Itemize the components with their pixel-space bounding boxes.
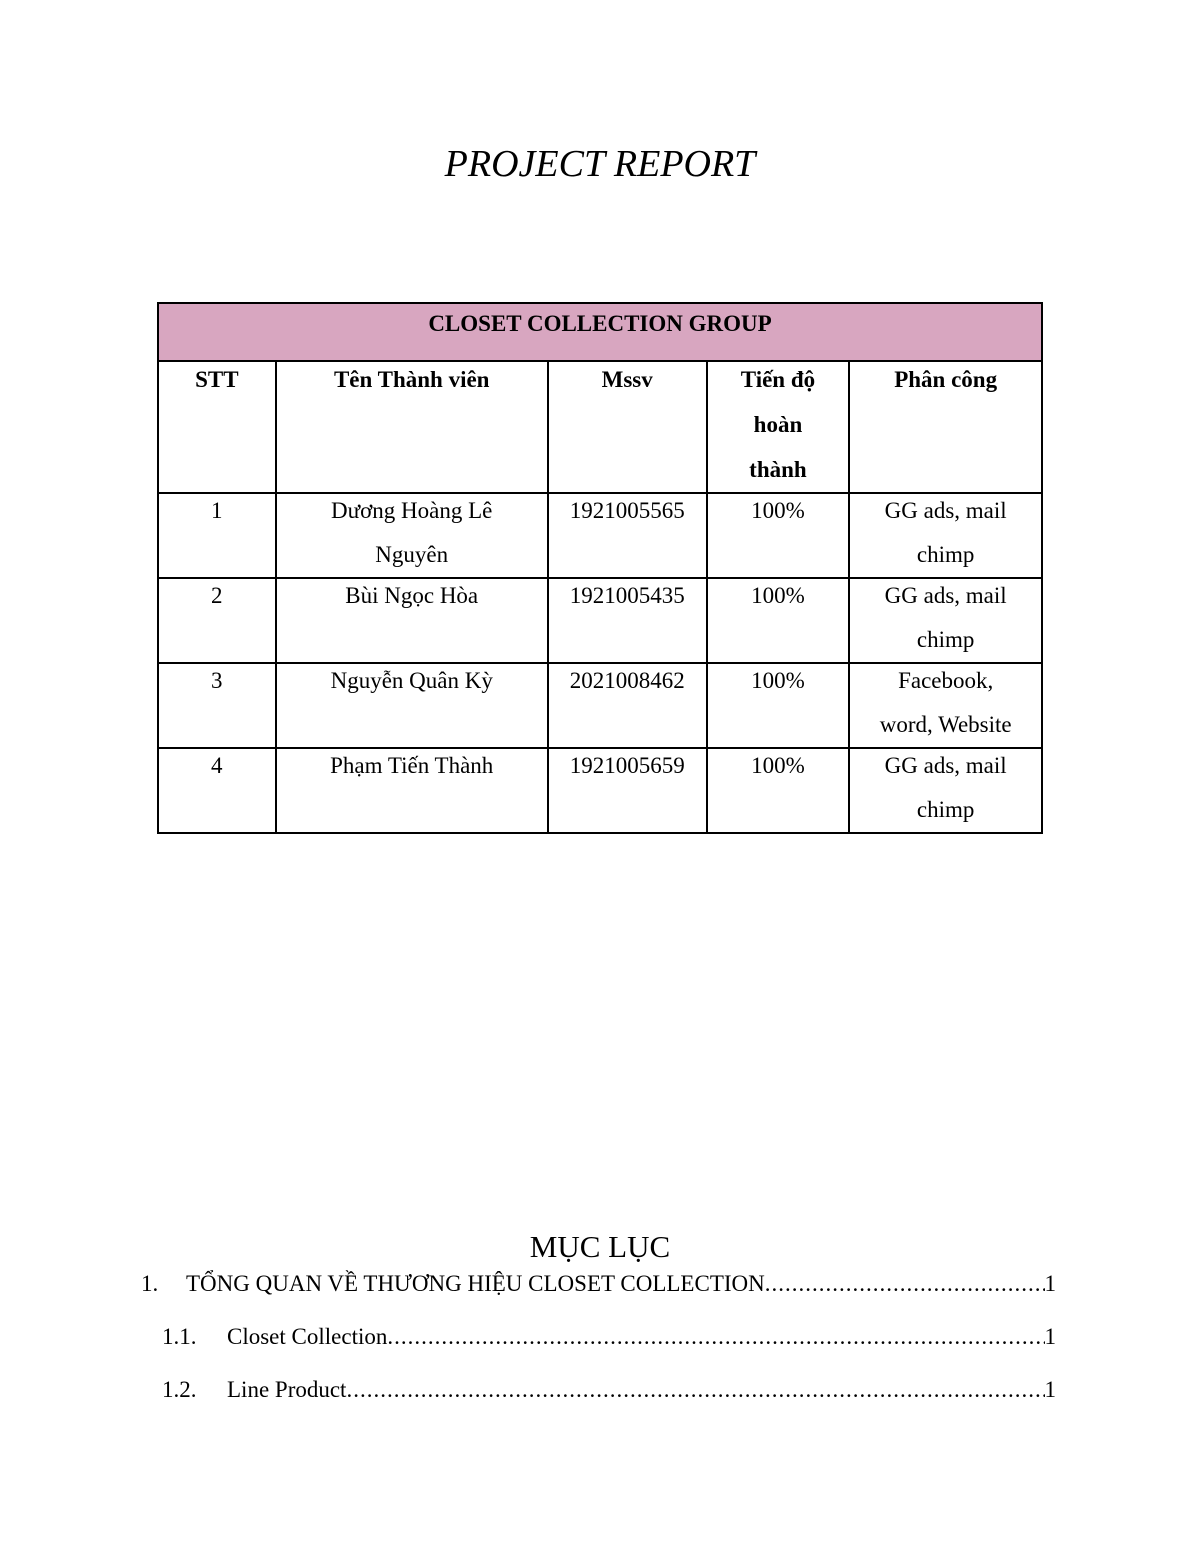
cell-progress: 100% [707, 578, 850, 663]
header-stt: STT [158, 361, 276, 493]
cell-mssv: 1921005565 [548, 493, 707, 578]
cell-name: Dương Hoàng Lê Nguyên [276, 493, 548, 578]
table-row [158, 493, 1042, 578]
document-title: PROJECT REPORT [444, 143, 756, 185]
table-row [158, 748, 1042, 833]
cell-assignment: GG ads, mail chimp [849, 748, 1042, 833]
cell-name: Bùi Ngọc Hòa [276, 578, 548, 663]
toc-entry-number: 1.1. [162, 1324, 197, 1349]
toc-leader-dots [346, 1375, 1044, 1405]
cell-name: Nguyễn Quân Kỳ [276, 663, 548, 748]
cell-stt: 3 [158, 663, 276, 748]
cell-assignment: Facebook, word, Website [849, 663, 1042, 748]
toc-leader-dots [765, 1269, 1045, 1299]
toc-entry-number: 1.2. [162, 1377, 197, 1402]
toc-entry-page: 1 [1044, 1324, 1056, 1349]
toc-entry-label: Closet Collection [227, 1324, 388, 1349]
toc-entry-label: Line Product [227, 1377, 347, 1402]
toc-entry-label: TỔNG QUAN VỀ THƯƠNG HIỆU CLOSET COLLECTION [186, 1271, 765, 1296]
toc-entry[interactable] [162, 1375, 1056, 1405]
cell-assignment: GG ads, mail chimp [849, 493, 1042, 578]
cell-progress: 100% [707, 748, 850, 833]
toc-entry[interactable] [141, 1269, 1056, 1299]
cell-progress: 100% [707, 663, 850, 748]
group-name: CLOSET COLLECTION GROUP [158, 303, 1042, 361]
header-mssv: Mssv [548, 361, 707, 493]
toc-entry-page: 1 [1044, 1377, 1056, 1402]
cell-mssv: 2021008462 [548, 663, 707, 748]
toc-title: MỤC LỤC [529, 1229, 671, 1264]
cell-mssv: 1921005659 [548, 748, 707, 833]
cell-stt: 4 [158, 748, 276, 833]
header-assignment: Phân công [849, 361, 1042, 493]
table-row [158, 578, 1042, 663]
cell-name: Phạm Tiến Thành [276, 748, 548, 833]
header-name: Tên Thành viên [276, 361, 548, 493]
toc-entry-page: 1 [1044, 1271, 1056, 1296]
header-progress: Tiến độ hoàn thành [707, 361, 850, 493]
toc-leader-dots [387, 1322, 1044, 1352]
toc-entry-number: 1. [141, 1271, 159, 1296]
toc-entry[interactable] [162, 1322, 1056, 1352]
cell-stt: 2 [158, 578, 276, 663]
table-row [158, 663, 1042, 748]
cell-assignment: GG ads, mail chimp [849, 578, 1042, 663]
cell-mssv: 1921005435 [548, 578, 707, 663]
table-header-row [158, 361, 1042, 493]
members-table [157, 302, 1043, 834]
cell-stt: 1 [158, 493, 276, 578]
cell-progress: 100% [707, 493, 850, 578]
